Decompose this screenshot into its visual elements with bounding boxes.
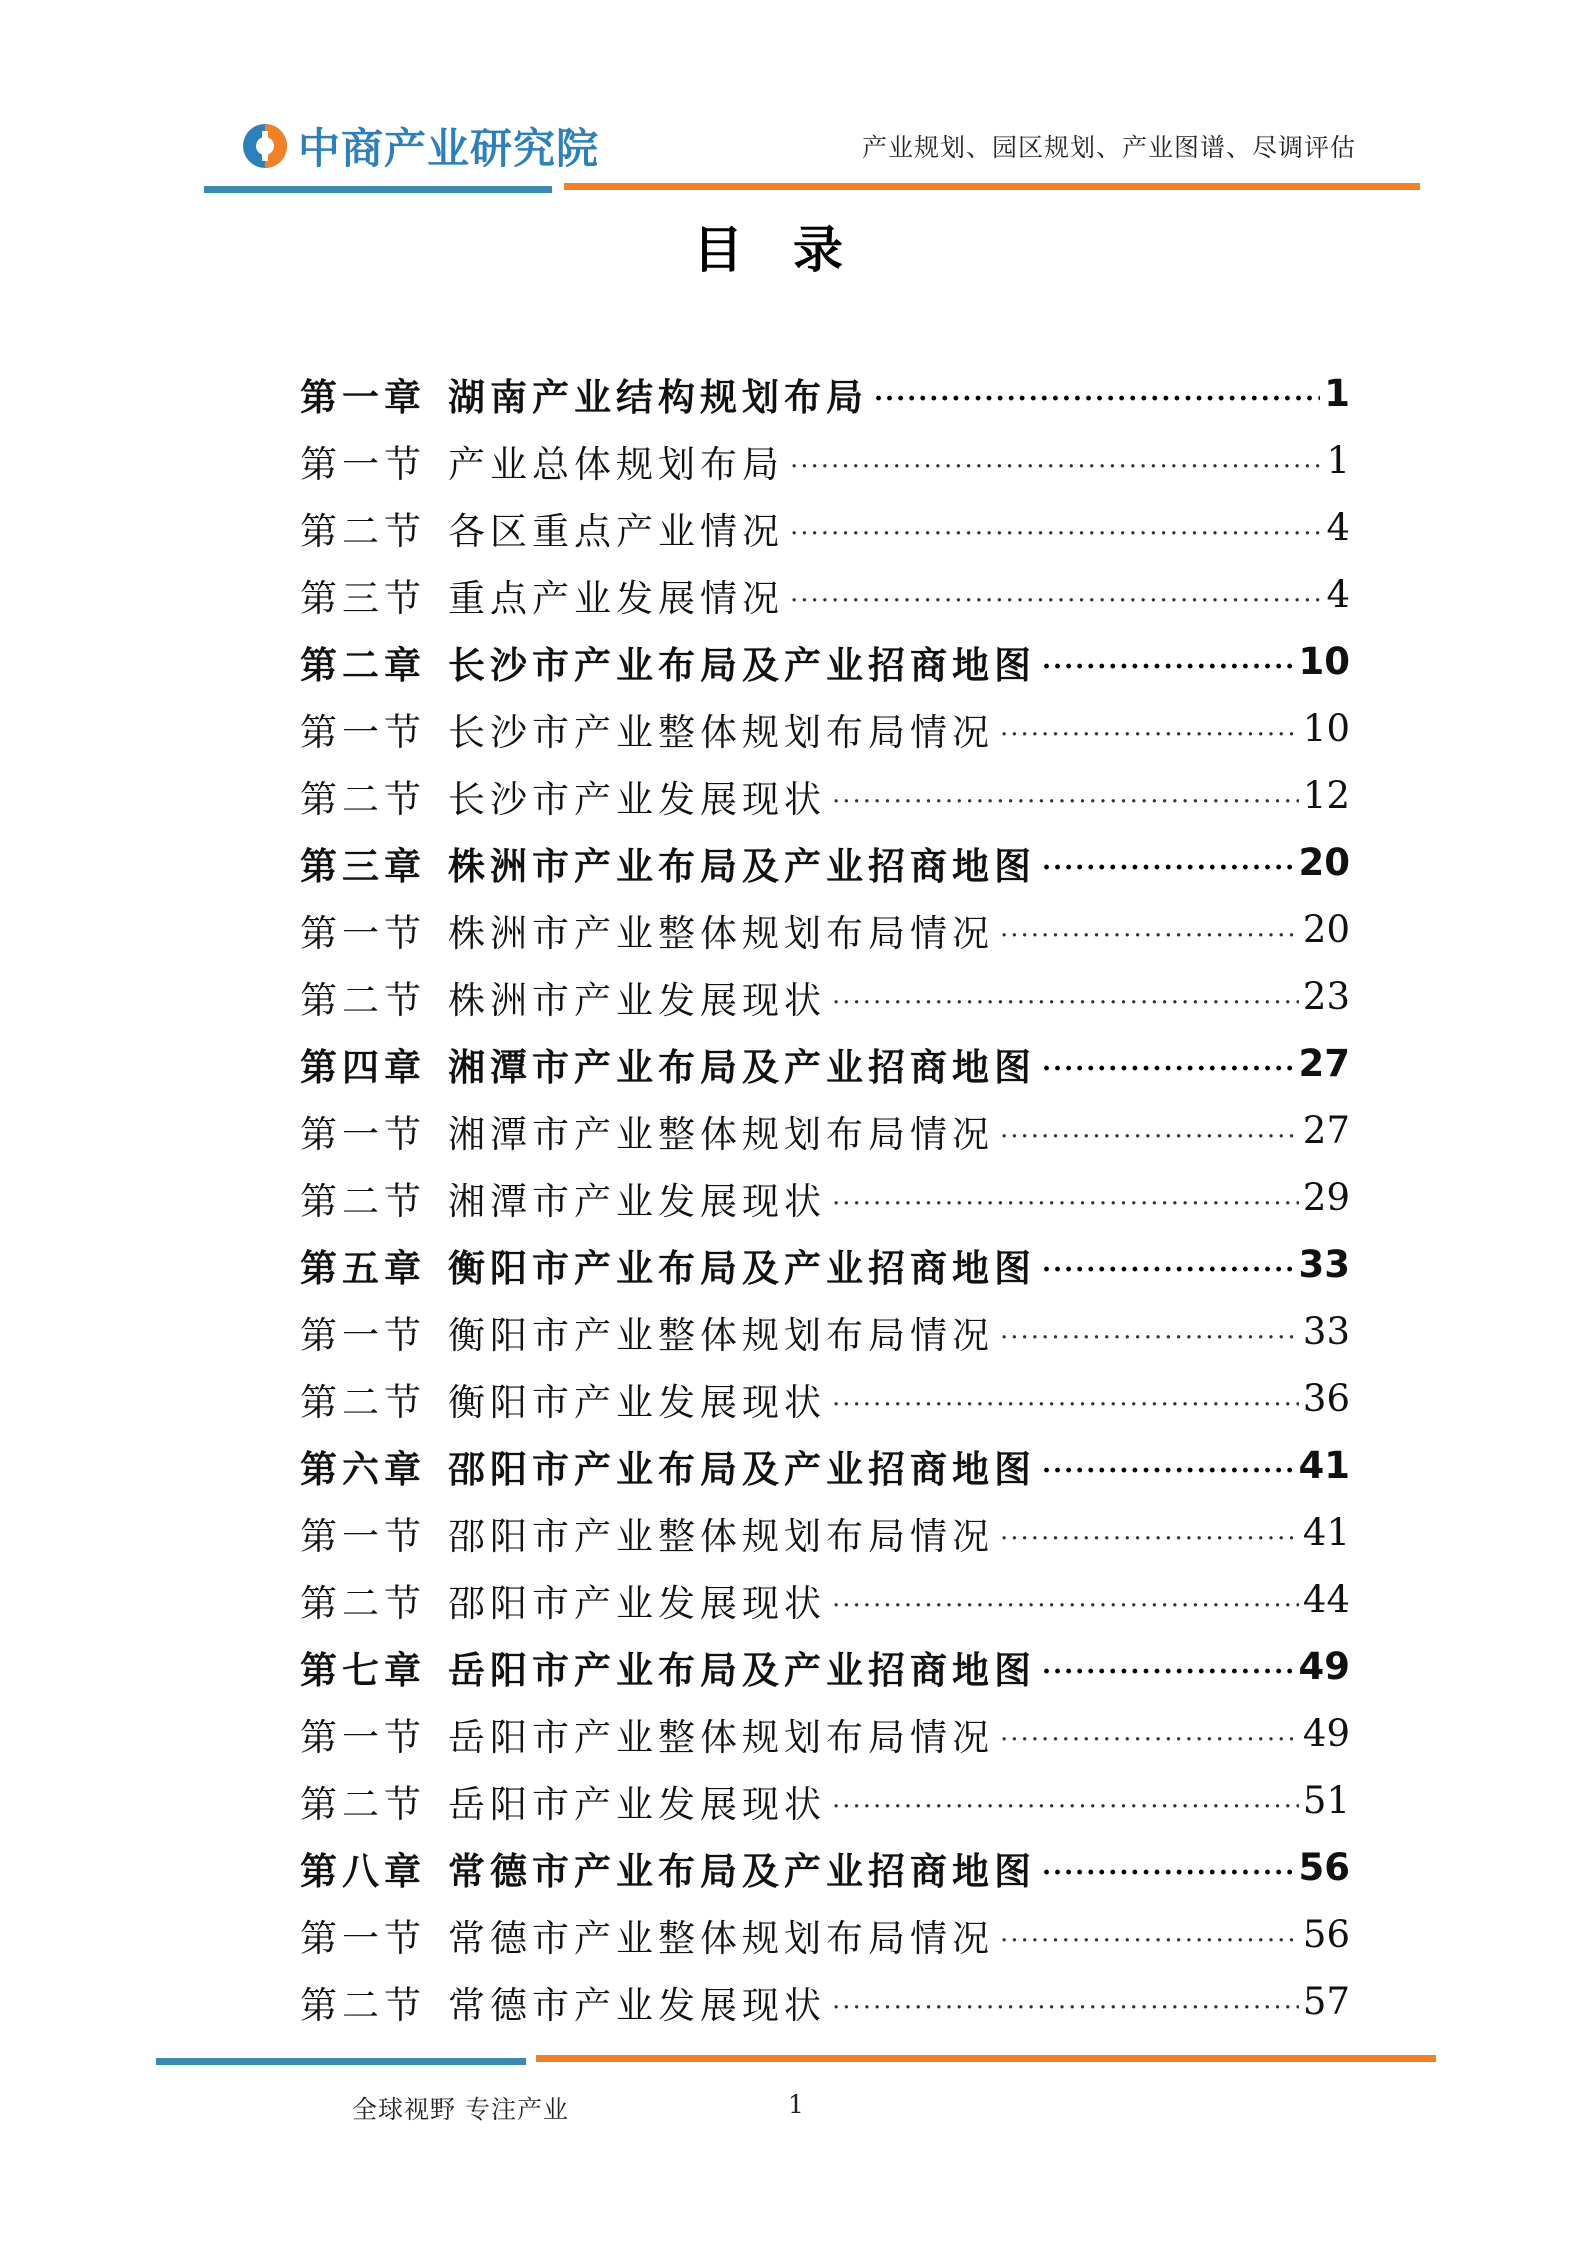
toc-section-entry[interactable] (300, 1298, 1350, 1365)
toc-entry-label (300, 1104, 1000, 1158)
toc-entry-title: 岳阳市产业发展现状 (448, 1782, 826, 1826)
toc-entry-label (300, 501, 790, 555)
toc-page-number: 51 (1302, 1779, 1350, 1822)
toc-entry-label (300, 1439, 1042, 1493)
toc-leader-dots (790, 578, 1322, 628)
toc-leader-dots (832, 1382, 1299, 1432)
toc-page-number: 56 (1302, 1913, 1350, 1956)
toc-entry-label (300, 568, 790, 622)
toc-page-number: 33 (1298, 1243, 1350, 1286)
toc-entry-title: 岳阳市产业整体规划布局情况 (448, 1715, 994, 1759)
toc-entry-title: 株洲市产业布局及产业招商地图 (448, 844, 1036, 888)
toc-entry-number: 第二节 (300, 978, 426, 1022)
toc-section-entry[interactable] (300, 695, 1350, 762)
toc-leader-dots (1042, 645, 1295, 695)
toc-entry-label (300, 1305, 1000, 1359)
toc-leader-dots (832, 1985, 1299, 2035)
logo-mark-icon (240, 121, 290, 171)
toc-page-number: 49 (1298, 1645, 1350, 1688)
toc-entry-number: 第一节 (300, 1112, 426, 1156)
toc-entry-number: 第五章 (300, 1246, 426, 1290)
footer-page-number: 1 (788, 2090, 804, 2119)
toc-entry-label (300, 769, 832, 823)
toc-leader-dots (832, 1583, 1299, 1633)
toc-chapter-entry[interactable] (300, 1432, 1350, 1499)
toc-leader-dots (1000, 1717, 1299, 1767)
toc-section-entry[interactable] (300, 1901, 1350, 1968)
toc-entry-title: 岳阳市产业布局及产业招商地图 (448, 1648, 1036, 1692)
toc-chapter-entry[interactable] (300, 1633, 1350, 1700)
toc-entry-number: 第四章 (300, 1045, 426, 1089)
toc-entry-number: 第二节 (300, 1782, 426, 1826)
footer-rule-orange (536, 2055, 1436, 2062)
toc-entry-label (300, 367, 874, 421)
toc-entry-number: 第一节 (300, 442, 426, 486)
toc-entry-number: 第二节 (300, 777, 426, 821)
toc-chapter-entry[interactable] (300, 628, 1350, 695)
toc-entry-label (300, 1908, 1000, 1962)
toc-page-number: 27 (1298, 1042, 1350, 1085)
toc-entry-label (300, 1975, 832, 2029)
toc-entry-label (300, 970, 832, 1024)
header-rule-orange (564, 183, 1420, 190)
toc-entry-title: 湘潭市产业发展现状 (448, 1179, 826, 1223)
footer-slogan: 全球视野 专注产业 (352, 2095, 569, 2124)
toc-leader-dots (1000, 1315, 1299, 1365)
toc-page-number: 10 (1302, 707, 1350, 750)
toc-entry-label (300, 1640, 1042, 1694)
toc-entry-label (300, 1841, 1042, 1895)
toc-entry-label (300, 1238, 1042, 1292)
toc-section-entry[interactable] (300, 427, 1350, 494)
toc-entry-number: 第二节 (300, 1179, 426, 1223)
toc-leader-dots (1042, 1248, 1295, 1298)
toc-page-number: 56 (1298, 1846, 1350, 1889)
toc-chapter-entry[interactable] (300, 360, 1350, 427)
toc-section-entry[interactable] (300, 1700, 1350, 1767)
toc-entry-title: 衡阳市产业整体规划布局情况 (448, 1313, 994, 1357)
toc-entry-title: 湖南产业结构规划布局 (448, 375, 868, 419)
toc-entry-number: 第一节 (300, 1514, 426, 1558)
toc-entry-title: 衡阳市产业布局及产业招商地图 (448, 1246, 1036, 1290)
toc-page-number: 41 (1302, 1511, 1350, 1554)
toc-entry-number: 第六章 (300, 1447, 426, 1491)
toc-entry-number: 第三章 (300, 844, 426, 888)
toc-page-number: 12 (1302, 774, 1350, 817)
toc-leader-dots (832, 1784, 1299, 1834)
toc-leader-dots (1000, 712, 1299, 762)
toc-entry-number: 第一章 (300, 375, 426, 419)
toc-page-number: 27 (1302, 1109, 1350, 1152)
toc-leader-dots (1042, 1650, 1295, 1700)
toc-entry-title: 长沙市产业整体规划布局情况 (448, 710, 994, 754)
toc-entry-title: 邵阳市产业布局及产业招商地图 (448, 1447, 1036, 1491)
toc-entry-title: 产业总体规划布局 (448, 442, 784, 486)
toc-entry-title: 长沙市产业布局及产业招商地图 (448, 643, 1036, 687)
toc-leader-dots (874, 377, 1320, 427)
toc-entry-number: 第三节 (300, 576, 426, 620)
toc-section-entry[interactable] (300, 896, 1350, 963)
toc-entry-number: 第二节 (300, 509, 426, 553)
toc-page-number: 20 (1302, 908, 1350, 951)
toc-chapter-entry[interactable] (300, 829, 1350, 896)
toc-entry-label (300, 1573, 832, 1627)
toc-page-number: 1 (1326, 439, 1350, 482)
header-rule-blue (204, 186, 552, 193)
toc-leader-dots (1000, 913, 1299, 963)
toc-page-number: 57 (1302, 1980, 1350, 2023)
toc-leader-dots (790, 444, 1322, 494)
toc-entry-label (300, 903, 1000, 957)
toc-entry-label (300, 1372, 832, 1426)
toc-entry-number: 第八章 (300, 1849, 426, 1893)
toc-section-entry[interactable] (300, 1499, 1350, 1566)
toc-section-entry[interactable] (300, 1164, 1350, 1231)
toc-leader-dots (832, 1181, 1299, 1231)
toc-entry-title: 株洲市产业发展现状 (448, 978, 826, 1022)
toc-entry-title: 长沙市产业发展现状 (448, 777, 826, 821)
toc-page-number: 41 (1298, 1444, 1350, 1487)
toc-entry-title: 株洲市产业整体规划布局情况 (448, 911, 994, 955)
toc-page-number: 1 (1324, 372, 1350, 415)
toc-entry-number: 第一节 (300, 1916, 426, 1960)
toc-entry-number: 第七章 (300, 1648, 426, 1692)
toc-entry-title: 各区重点产业情况 (448, 509, 784, 553)
toc-page-number: 4 (1326, 573, 1350, 616)
toc-entry-title: 衡阳市产业发展现状 (448, 1380, 826, 1424)
page-header (0, 0, 1586, 200)
toc-section-entry[interactable] (300, 1097, 1350, 1164)
toc-entry-label (300, 434, 790, 488)
toc-entry-number: 第二节 (300, 1380, 426, 1424)
toc-section-entry[interactable] (300, 1566, 1350, 1633)
toc-entry-title: 常德市产业发展现状 (448, 1983, 826, 2027)
toc-leader-dots (1042, 846, 1295, 896)
toc-entry-number: 第一节 (300, 1715, 426, 1759)
toc-entry-title: 常德市产业整体规划布局情况 (448, 1916, 994, 1960)
toc-leader-dots (832, 980, 1299, 1030)
toc-chapter-entry[interactable] (300, 1030, 1350, 1097)
toc-entry-title: 湘潭市产业整体规划布局情况 (448, 1112, 994, 1156)
toc-entry-number: 第一节 (300, 911, 426, 955)
toc-section-entry[interactable] (300, 1365, 1350, 1432)
toc-entry-number: 第一节 (300, 710, 426, 754)
toc-leader-dots (1000, 1918, 1299, 1968)
toc-chapter-entry[interactable] (300, 1834, 1350, 1901)
toc-entry-label (300, 702, 1000, 756)
toc-entry-label (300, 635, 1042, 689)
toc-entry-number: 第二章 (300, 643, 426, 687)
header-slogan: 产业规划、园区规划、产业图谱、尽调评估 (861, 133, 1356, 162)
toc-entry-label (300, 1037, 1042, 1091)
toc-entry-label (300, 836, 1042, 890)
toc-entry-label (300, 1774, 832, 1828)
table-of-contents (300, 360, 1350, 2035)
toc-section-entry[interactable] (300, 963, 1350, 1030)
toc-leader-dots (1042, 1851, 1295, 1901)
toc-entry-title: 常德市产业布局及产业招商地图 (448, 1849, 1036, 1893)
toc-leader-dots (832, 779, 1299, 829)
toc-section-entry[interactable] (300, 561, 1350, 628)
toc-leader-dots (1000, 1114, 1299, 1164)
toc-leader-dots (1000, 1516, 1299, 1566)
toc-page-number: 33 (1302, 1310, 1350, 1353)
toc-entry-label (300, 1506, 1000, 1560)
toc-page-number: 23 (1302, 975, 1350, 1018)
toc-section-entry[interactable] (300, 1767, 1350, 1834)
toc-entry-label (300, 1707, 1000, 1761)
toc-entry-title: 邵阳市产业整体规划布局情况 (448, 1514, 994, 1558)
page-title: 目录 (693, 221, 893, 279)
toc-page-number: 20 (1298, 841, 1350, 884)
toc-leader-dots (1042, 1449, 1295, 1499)
footer-rule-blue (156, 2058, 526, 2065)
toc-page-number: 29 (1302, 1176, 1350, 1219)
toc-page-number: 4 (1326, 506, 1350, 549)
toc-entry-number: 第一节 (300, 1313, 426, 1357)
toc-page-number: 49 (1302, 1712, 1350, 1755)
toc-leader-dots (790, 511, 1322, 561)
logo-text: 中商产业研究院 (298, 124, 600, 173)
toc-entry-title: 重点产业发展情况 (448, 576, 784, 620)
toc-page-number: 36 (1302, 1377, 1350, 1420)
toc-chapter-entry[interactable] (300, 1231, 1350, 1298)
toc-leader-dots (1042, 1047, 1295, 1097)
toc-section-entry[interactable] (300, 494, 1350, 561)
toc-section-entry[interactable] (300, 1968, 1350, 2035)
brand-logo (240, 118, 599, 174)
toc-entry-number: 第二节 (300, 1581, 426, 1625)
toc-entry-label (300, 1171, 832, 1225)
toc-page-number: 10 (1298, 640, 1350, 683)
toc-entry-title: 湘潭市产业布局及产业招商地图 (448, 1045, 1036, 1089)
toc-section-entry[interactable] (300, 762, 1350, 829)
toc-entry-title: 邵阳市产业发展现状 (448, 1581, 826, 1625)
toc-entry-number: 第二节 (300, 1983, 426, 2027)
toc-page-number: 44 (1302, 1578, 1350, 1621)
